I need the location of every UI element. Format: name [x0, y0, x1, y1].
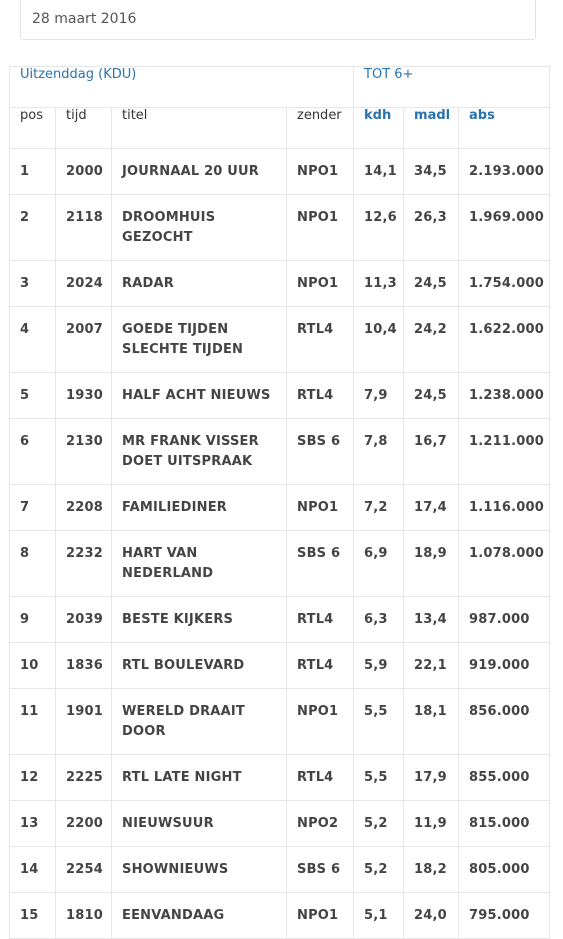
table-body — [10, 149, 550, 939]
cell-pos: 11 — [10, 689, 56, 755]
table-row — [10, 373, 550, 419]
column-header-zender: zender — [287, 108, 354, 149]
table-row — [10, 485, 550, 531]
column-header-madl: madl — [404, 108, 459, 149]
cell-titel: FAMILIEDINER — [112, 485, 287, 531]
table-row — [10, 643, 550, 689]
cell-zender: RTL4 — [287, 597, 354, 643]
cell-madl: 18,1 — [404, 689, 459, 755]
cell-titel: EENVANDAAG — [112, 893, 287, 939]
cell-madl: 24,0 — [404, 893, 459, 939]
cell-pos: 13 — [10, 801, 56, 847]
cell-abs: 1.211.000 — [459, 419, 550, 485]
table-row — [10, 195, 550, 261]
cell-zender: NPO1 — [287, 485, 354, 531]
cell-pos: 14 — [10, 847, 56, 893]
cell-tijd: 1930 — [56, 373, 112, 419]
cell-madl: 13,4 — [404, 597, 459, 643]
cell-abs: 815.000 — [459, 801, 550, 847]
table-row — [10, 531, 550, 597]
column-header-tijd: tijd — [56, 108, 112, 149]
cell-zender: NPO1 — [287, 261, 354, 307]
cell-pos: 8 — [10, 531, 56, 597]
table-row — [10, 149, 550, 195]
table-group-header-row — [10, 67, 550, 108]
cell-titel: HALF ACHT NIEUWS — [112, 373, 287, 419]
cell-pos: 6 — [10, 419, 56, 485]
cell-madl: 17,9 — [404, 755, 459, 801]
cell-kdh: 6,9 — [354, 531, 404, 597]
cell-pos: 5 — [10, 373, 56, 419]
cell-madl: 24,2 — [404, 307, 459, 373]
cell-titel: NIEUWSUUR — [112, 801, 287, 847]
cell-titel: MR FRANK VISSER DOET UITSPRAAK — [112, 419, 287, 485]
cell-madl: 18,9 — [404, 531, 459, 597]
cell-pos: 2 — [10, 195, 56, 261]
group-header-uitzenddag: Uitzenddag (KDU) — [10, 67, 354, 108]
cell-kdh: 5,5 — [354, 755, 404, 801]
cell-titel: RTL BOULEVARD — [112, 643, 287, 689]
cell-pos: 10 — [10, 643, 56, 689]
cell-tijd: 2039 — [56, 597, 112, 643]
cell-madl: 11,9 — [404, 801, 459, 847]
cell-zender: RTL4 — [287, 643, 354, 689]
cell-abs: 795.000 — [459, 893, 550, 939]
cell-madl: 18,2 — [404, 847, 459, 893]
cell-tijd: 2118 — [56, 195, 112, 261]
table-row — [10, 801, 550, 847]
table-row — [10, 307, 550, 373]
ratings-table — [9, 66, 550, 939]
cell-kdh: 6,3 — [354, 597, 404, 643]
cell-madl: 24,5 — [404, 373, 459, 419]
cell-kdh: 7,2 — [354, 485, 404, 531]
cell-zender: NPO1 — [287, 893, 354, 939]
cell-tijd: 1901 — [56, 689, 112, 755]
column-header-kdh: kdh — [354, 108, 404, 149]
cell-kdh: 7,9 — [354, 373, 404, 419]
cell-zender: RTL4 — [287, 373, 354, 419]
date-display: 28 maart 2016 — [20, 0, 536, 40]
table-row — [10, 689, 550, 755]
column-header-pos: pos — [10, 108, 56, 149]
cell-kdh: 5,1 — [354, 893, 404, 939]
cell-madl: 22,1 — [404, 643, 459, 689]
column-header-abs: abs — [459, 108, 550, 149]
cell-tijd: 1810 — [56, 893, 112, 939]
cell-zender: NPO1 — [287, 149, 354, 195]
cell-abs: 919.000 — [459, 643, 550, 689]
cell-abs: 805.000 — [459, 847, 550, 893]
cell-zender: RTL4 — [287, 755, 354, 801]
table-row — [10, 597, 550, 643]
cell-abs: 856.000 — [459, 689, 550, 755]
cell-madl: 26,3 — [404, 195, 459, 261]
table-row — [10, 847, 550, 893]
table-row — [10, 419, 550, 485]
cell-kdh: 14,1 — [354, 149, 404, 195]
cell-tijd: 1836 — [56, 643, 112, 689]
cell-tijd: 2225 — [56, 755, 112, 801]
cell-abs: 1.754.000 — [459, 261, 550, 307]
cell-kdh: 5,2 — [354, 847, 404, 893]
cell-titel: RTL LATE NIGHT — [112, 755, 287, 801]
table-row — [10, 893, 550, 939]
cell-zender: SBS 6 — [287, 419, 354, 485]
cell-kdh: 5,9 — [354, 643, 404, 689]
cell-zender: SBS 6 — [287, 531, 354, 597]
cell-madl: 17,4 — [404, 485, 459, 531]
cell-zender: RTL4 — [287, 307, 354, 373]
cell-titel: WERELD DRAAIT DOOR — [112, 689, 287, 755]
cell-tijd: 2024 — [56, 261, 112, 307]
cell-titel: RADAR — [112, 261, 287, 307]
cell-titel: HART VAN NEDERLAND — [112, 531, 287, 597]
cell-tijd: 2232 — [56, 531, 112, 597]
cell-titel: JOURNAAL 20 UUR — [112, 149, 287, 195]
cell-kdh: 7,8 — [354, 419, 404, 485]
cell-abs: 1.116.000 — [459, 485, 550, 531]
cell-tijd: 2130 — [56, 419, 112, 485]
cell-madl: 16,7 — [404, 419, 459, 485]
cell-abs: 2.193.000 — [459, 149, 550, 195]
cell-titel: BESTE KIJKERS — [112, 597, 287, 643]
cell-abs: 1.238.000 — [459, 373, 550, 419]
cell-pos: 12 — [10, 755, 56, 801]
cell-pos: 15 — [10, 893, 56, 939]
cell-tijd: 2000 — [56, 149, 112, 195]
cell-madl: 24,5 — [404, 261, 459, 307]
cell-pos: 7 — [10, 485, 56, 531]
cell-tijd: 2254 — [56, 847, 112, 893]
cell-titel: DROOMHUIS GEZOCHT — [112, 195, 287, 261]
cell-abs: 1.078.000 — [459, 531, 550, 597]
cell-titel: SHOWNIEUWS — [112, 847, 287, 893]
table-column-header-row — [10, 108, 550, 149]
cell-kdh: 10,4 — [354, 307, 404, 373]
table-row — [10, 755, 550, 801]
cell-zender: SBS 6 — [287, 847, 354, 893]
cell-zender: NPO1 — [287, 689, 354, 755]
cell-tijd: 2208 — [56, 485, 112, 531]
table-row — [10, 261, 550, 307]
cell-abs: 1.969.000 — [459, 195, 550, 261]
cell-pos: 9 — [10, 597, 56, 643]
cell-pos: 3 — [10, 261, 56, 307]
cell-tijd: 2200 — [56, 801, 112, 847]
cell-kdh: 12,6 — [354, 195, 404, 261]
cell-zender: NPO2 — [287, 801, 354, 847]
cell-abs: 987.000 — [459, 597, 550, 643]
group-header-tot6: TOT 6+ — [354, 67, 550, 108]
cell-kdh: 5,5 — [354, 689, 404, 755]
cell-pos: 4 — [10, 307, 56, 373]
cell-kdh: 11,3 — [354, 261, 404, 307]
cell-abs: 855.000 — [459, 755, 550, 801]
cell-kdh: 5,2 — [354, 801, 404, 847]
cell-pos: 1 — [10, 149, 56, 195]
cell-tijd: 2007 — [56, 307, 112, 373]
cell-abs: 1.622.000 — [459, 307, 550, 373]
cell-titel: GOEDE TIJDEN SLECHTE TIJDEN — [112, 307, 287, 373]
cell-madl: 34,5 — [404, 149, 459, 195]
column-header-titel: titel — [112, 108, 287, 149]
cell-zender: NPO1 — [287, 195, 354, 261]
